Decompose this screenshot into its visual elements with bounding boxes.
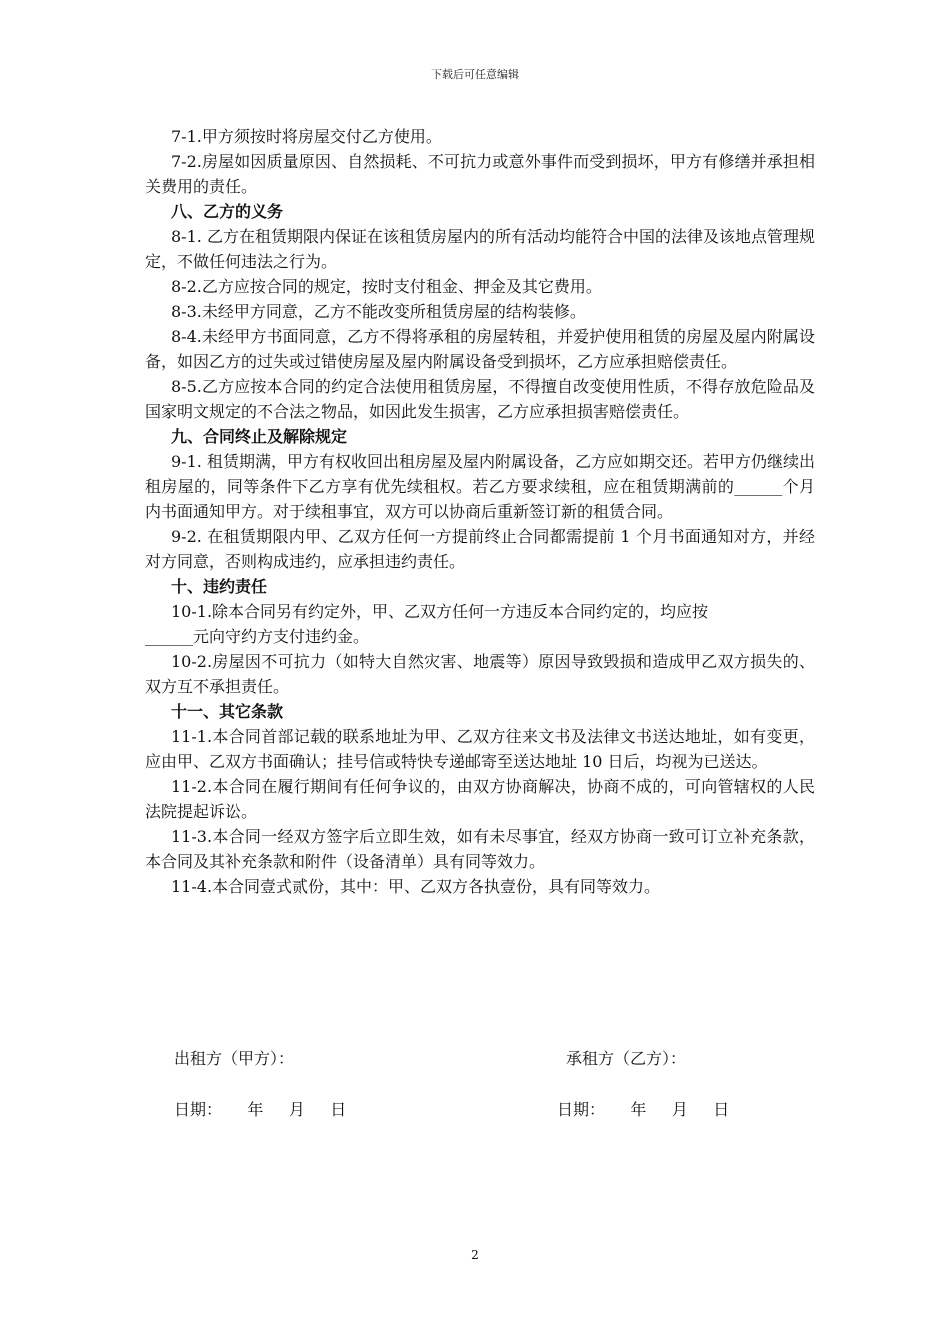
section-heading-11: 十一、其它条款 xyxy=(171,702,284,721)
clause-10-1: 10-1.除本合同另有约定外，甲、乙双方任何一方违反本合同约定的，均应按 xyxy=(171,602,709,621)
date-right: 日期： 年 月 日 xyxy=(557,1100,730,1119)
clause-11-2: 11-2.本合同在履行期间有任何争议的，由双方协商解决，协商不成的，可向管辖权的人民法院提起诉讼。 xyxy=(145,777,815,821)
clause-11-4: 11-4.本合同壹式贰份，其中：甲、乙双方各执壹份，具有同等效力。 xyxy=(171,877,661,896)
clause-8-2: 8-2.乙方应按合同的规定，按时支付租金、押金及其它费用。 xyxy=(171,277,602,296)
page-number: 2 xyxy=(471,1248,479,1262)
clause-8-5: 8-5.乙方应按本合同的约定合法使用租赁房屋，不得擅自改变使用性质，不得存放危险品及国家明文规定的不合法之物品，如因此发生损害，乙方应承担损害赔偿责任。 xyxy=(145,377,815,421)
section-heading-10: 十、违约责任 xyxy=(171,577,268,596)
clause-7-1: 7-1.甲方须按时将房屋交付乙方使用。 xyxy=(171,127,442,146)
contract-body xyxy=(145,124,815,899)
header-note: 下载后可任意编辑 xyxy=(431,68,519,81)
clause-8-3: 8-3.未经甲方同意，乙方不能改变所租赁房屋的结构装修。 xyxy=(171,302,586,321)
clause-11-1: 11-1.本合同首部记载的联系地址为甲、乙双方往来文书及法律文书送达地址，如有变更，应由甲、乙双方书面确认；挂号信或特快专递邮寄至送达地址 10 日后，均视为已送达。 xyxy=(145,727,815,771)
lessor-label: 出租方（甲方）： xyxy=(174,1049,295,1068)
clause-8-4: 8-4.未经甲方书面同意，乙方不得将承租的房屋转租，并爱护使用租赁的房屋及屋内附属设备，如因乙方的过失或过错使房屋及屋内附属设备受到损坏，乙方应承担赔偿责任。 xyxy=(145,327,815,371)
section-heading-9: 九、合同终止及解除规定 xyxy=(171,427,348,446)
clause-9-2: 9-2. 在租赁期限内甲、乙双方任何一方提前终止合同都需提前 1 个月书面通知对方，并经对方同意，否则构成违约，应承担违约责任。 xyxy=(145,527,815,571)
clause-11-3: 11-3.本合同一经双方签字后立即生效，如有未尽事宜，经双方协商一致可订立补充条款，本合同及其补充条款和附件（设备清单）具有同等效力。 xyxy=(145,827,815,871)
date-left: 日期： 年 月 日 xyxy=(174,1100,347,1119)
clause-9-1: 9-1. 租赁期满，甲方有权收回出租房屋及屋内附属设备，乙方应如期交还。若甲方仍继续出租房屋的，同等条件下乙方享有优先续租权。若乙方要求续租，应在租赁期满前的______个月内书面通知甲方。对于续租事宜，双方可以协商后重新签订新的租赁合同。 xyxy=(145,452,815,521)
clause-10-2: 10-2.房屋因不可抗力（如特大自然灾害、地震等）原因导致毁损和造成甲乙双方损失的、双方互不承担责任。 xyxy=(145,652,815,696)
clause-8-1: 8-1. 乙方在租赁期限内保证在该租赁房屋内的所有活动均能符合中国的法律及该地点管理规定，不做任何违法之行为。 xyxy=(145,227,815,271)
lessee-label: 承租方（乙方）： xyxy=(566,1049,687,1068)
clause-7-2: 7-2.房屋如因质量原因、自然损耗、不可抗力或意外事件而受到损坏，甲方有修缮并承担相关费用的责任。 xyxy=(145,152,815,196)
section-heading-8: 八、乙方的义务 xyxy=(171,202,284,221)
clause-10-1-continued: ______元向守约方支付违约金。 xyxy=(145,627,370,646)
